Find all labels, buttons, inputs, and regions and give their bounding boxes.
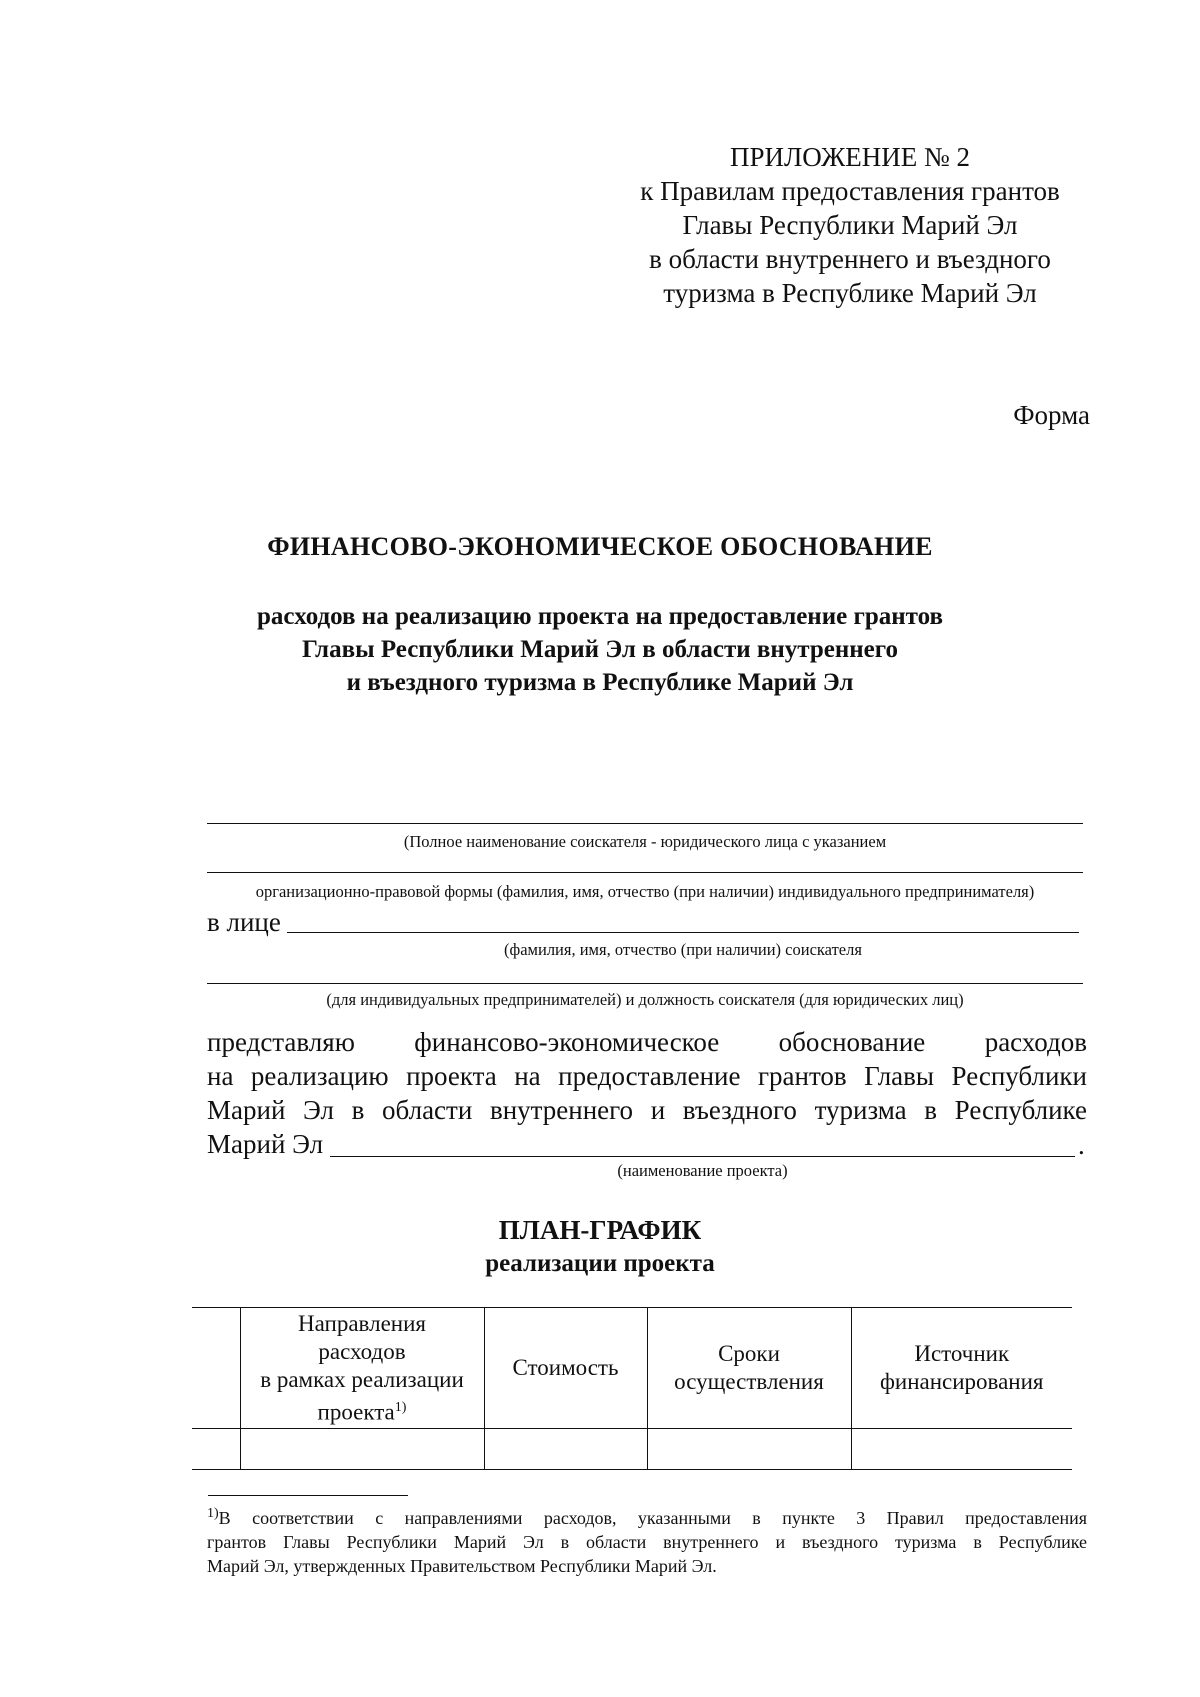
table-cell[interactable] bbox=[192, 1429, 240, 1470]
header-text bbox=[241, 1394, 484, 1427]
table-cell[interactable] bbox=[851, 1429, 1072, 1470]
header-text: Направления bbox=[298, 1310, 426, 1336]
footnote-ref: 1) bbox=[394, 1399, 407, 1415]
position-line[interactable] bbox=[207, 983, 1083, 984]
header-text: финансирования bbox=[879, 1369, 1044, 1394]
statement-paragraph bbox=[207, 1025, 1087, 1161]
plan-table bbox=[192, 1307, 1072, 1470]
plan-title: ПЛАН-ГРАФИК bbox=[498, 1215, 702, 1245]
footnote-separator bbox=[208, 1495, 408, 1496]
appendix-line: к Правилам предоставления грантов bbox=[640, 176, 1060, 206]
table-cell[interactable] bbox=[647, 1429, 851, 1470]
appendix-line: туризма в Республике Марий Эл bbox=[663, 278, 1037, 308]
paragraph-line: Марий Эл в области внутреннего и въездного туризма в Республике bbox=[207, 1095, 1087, 1125]
form-label: Форма bbox=[1013, 400, 1090, 430]
paragraph-period: . bbox=[1078, 1130, 1085, 1160]
applicant-form-line[interactable] bbox=[207, 872, 1083, 873]
v-lice-label: в лице bbox=[207, 907, 281, 937]
caption-legal-form: организационно-правовой формы (фамилия, имя, отчество (при наличии) индивидуального предпринимателя) bbox=[255, 882, 1035, 901]
table-header-cost: Стоимость bbox=[484, 1308, 647, 1429]
plan-subtitle: реализации проекта bbox=[485, 1250, 715, 1277]
subtitle-line: и въездного туризма в Республике Марий Эл bbox=[346, 669, 854, 696]
applicant-name-line[interactable] bbox=[207, 823, 1083, 824]
table-header-terms bbox=[647, 1308, 851, 1429]
header-text: осуществления bbox=[674, 1369, 824, 1394]
paragraph-line-start: Марий Эл bbox=[207, 1129, 324, 1159]
subtitle-line: расходов на реализацию проекта на предоставление грантов bbox=[257, 603, 943, 630]
caption-project-name: (наименование проекта) bbox=[617, 1161, 788, 1180]
document-title: ФИНАНСОВО-ЭКОНОМИЧЕСКОЕ ОБОСНОВАНИЕ bbox=[267, 532, 933, 561]
document-subtitle bbox=[0, 600, 1200, 699]
representative-line[interactable] bbox=[287, 932, 1079, 933]
footnote-text: В соответствии с направлениями расходов, указанными в пункте 3 Правил предоставления bbox=[218, 1508, 1087, 1528]
header-text: проекта bbox=[317, 1399, 395, 1425]
table-header-source bbox=[851, 1308, 1072, 1429]
table-header-cell-number bbox=[192, 1308, 240, 1429]
header-text: Источник bbox=[914, 1341, 1010, 1366]
header-text: Сроки bbox=[718, 1341, 780, 1366]
paragraph-line: представляю финансово-экономическое обоснование расходов bbox=[207, 1027, 1087, 1057]
header-text: в рамках реализации bbox=[260, 1366, 464, 1392]
paragraph-line: на реализацию проекта на предоставление грантов Главы Республики bbox=[207, 1061, 1087, 1091]
table-cell[interactable] bbox=[240, 1429, 484, 1470]
footnote-line: грантов Главы Республики Марий Эл в области внутреннего и въездного туризма в Республике bbox=[207, 1532, 1087, 1552]
footnote-line bbox=[207, 1502, 1087, 1530]
caption-representative: (фамилия, имя, отчество (при наличии) соискателя bbox=[504, 940, 862, 959]
appendix-header bbox=[590, 140, 1110, 310]
subtitle-line: Главы Республики Марий Эл в области внутреннего bbox=[301, 636, 899, 663]
appendix-line: Главы Республики Марий Эл bbox=[682, 210, 1018, 240]
table-header-row bbox=[192, 1308, 1072, 1429]
project-name-line[interactable] bbox=[330, 1156, 1075, 1157]
header-text: расходов bbox=[318, 1338, 406, 1364]
appendix-line: в области внутреннего и въездного bbox=[649, 244, 1051, 274]
table-cell[interactable] bbox=[484, 1429, 647, 1470]
table-row bbox=[192, 1429, 1072, 1470]
footnote-line: Марий Эл, утвержденных Правительством Республики Марий Эл. bbox=[207, 1556, 717, 1576]
table-header-directions bbox=[240, 1308, 484, 1429]
footnote-marker: 1) bbox=[207, 1506, 219, 1521]
footnote bbox=[207, 1502, 1087, 1578]
caption-applicant-name: (Полное наименование соискателя - юридического лица с указанием bbox=[403, 832, 887, 851]
caption-position: (для индивидуальных предпринимателей) и должность соискателя (для юридических лиц) bbox=[326, 990, 964, 1009]
appendix-number: ПРИЛОЖЕНИЕ № 2 bbox=[729, 142, 971, 172]
